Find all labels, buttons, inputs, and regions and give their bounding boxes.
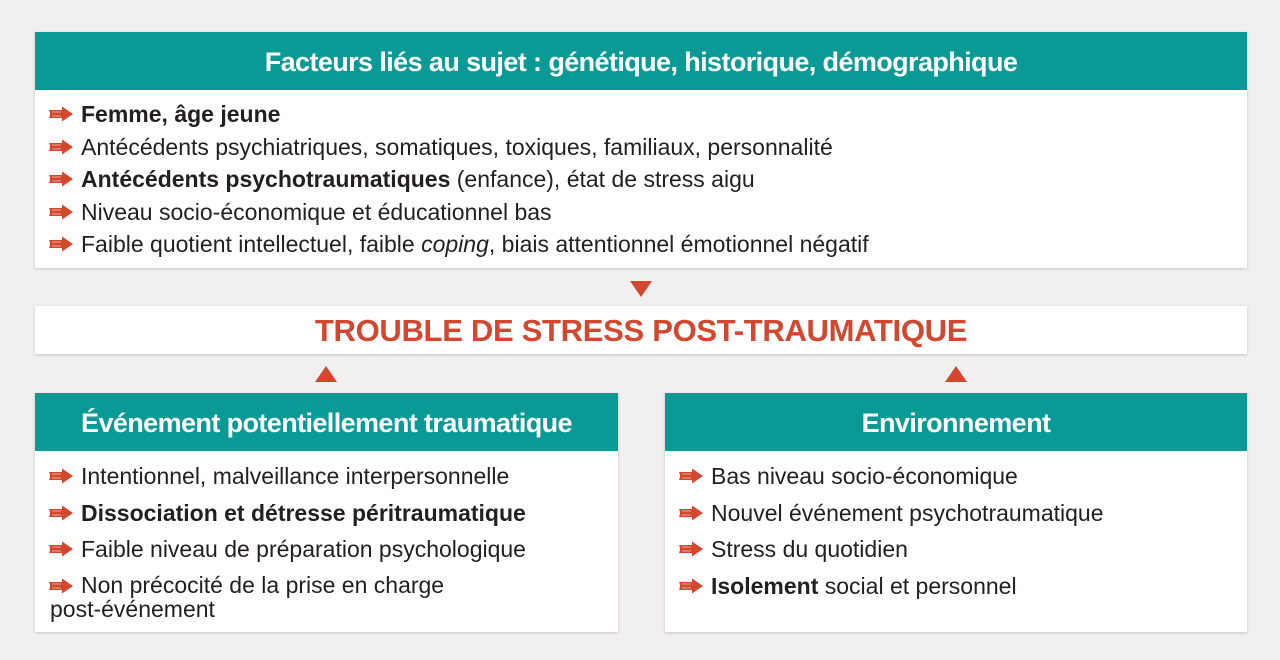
list-item — [665, 463, 1247, 489]
subject-factors-list — [35, 90, 1247, 257]
item-text: Faible niveau de préparation psychologique — [81, 536, 526, 562]
hand-arrow-right-icon — [48, 236, 74, 252]
item-text: social et personnel — [818, 572, 1017, 599]
item-bold-text: Femme, âge jeune — [81, 101, 281, 127]
traumatic-event-box — [35, 393, 618, 632]
list-item — [35, 231, 1247, 257]
item-bold-text: Antécédents psychotraumatiques — [81, 166, 451, 192]
hand-arrow-right-icon — [48, 204, 74, 220]
environment-title: Environnement — [665, 393, 1247, 451]
item-bold-text: Dissociation et détresse péritraumatique — [81, 499, 526, 526]
hand-arrow-right-icon — [48, 468, 74, 484]
list-item — [35, 500, 618, 526]
environment-box — [665, 393, 1247, 632]
hand-arrow-right-icon — [678, 468, 704, 484]
item-text: Intentionnel, malveillance interpersonnelle — [81, 463, 510, 489]
ptsd-box — [35, 306, 1247, 354]
list-item — [35, 101, 1247, 127]
item-text: Faible quotient intellectuel, faible — [81, 231, 422, 257]
subject-factors-box — [35, 32, 1247, 268]
traumatic-event-list — [35, 451, 618, 621]
item-text: Stress du quotidien — [711, 536, 908, 562]
environment-list — [665, 451, 1247, 599]
hand-arrow-right-icon — [678, 505, 704, 521]
triangle-up-icon — [315, 366, 337, 382]
list-item — [35, 463, 618, 489]
triangle-up-icon — [945, 366, 967, 382]
list-item — [35, 166, 1247, 192]
hand-arrow-right-icon — [48, 541, 74, 557]
hand-arrow-right-icon — [48, 171, 74, 187]
triangle-down-icon — [630, 281, 652, 297]
hand-arrow-right-icon — [678, 541, 704, 557]
item-text: Antécédents psychiatriques, somatiques, toxiques, familiaux, personnalité — [81, 133, 833, 160]
item-text: Niveau socio-économique et éducationnel bas — [81, 198, 552, 225]
subject-factors-title: Facteurs liés au sujet : génétique, historique, démographique — [35, 32, 1247, 90]
item-text: Nouvel événement psychotraumatique — [711, 499, 1104, 526]
list-item — [35, 199, 1247, 225]
list-item — [35, 134, 1247, 160]
item-text: , biais attentionnel émotionnel négatif — [488, 231, 869, 257]
list-item — [35, 536, 618, 562]
traumatic-event-title: Événement potentiellement traumatique — [35, 393, 618, 451]
item-text: (enfance), état de stress aigu — [450, 166, 755, 192]
hand-arrow-right-icon — [48, 505, 74, 521]
hand-arrow-right-icon — [678, 578, 704, 594]
hand-arrow-right-icon — [48, 139, 74, 155]
list-item — [35, 573, 618, 621]
item-italic-text: coping — [421, 231, 489, 257]
hand-arrow-right-icon — [48, 106, 74, 122]
item-text: Bas niveau socio-économique — [711, 463, 1018, 489]
hand-arrow-right-icon — [48, 578, 74, 594]
item-text-line2: post-événement — [50, 595, 215, 622]
list-item — [665, 573, 1247, 599]
item-text-line1: Non précocité de la prise en charge — [81, 571, 445, 598]
list-item — [665, 500, 1247, 526]
ptsd-title: TROUBLE DE STRESS POST-TRAUMATIQUE — [314, 313, 968, 348]
item-bold-text: Isolement — [711, 572, 819, 599]
list-item — [665, 536, 1247, 562]
